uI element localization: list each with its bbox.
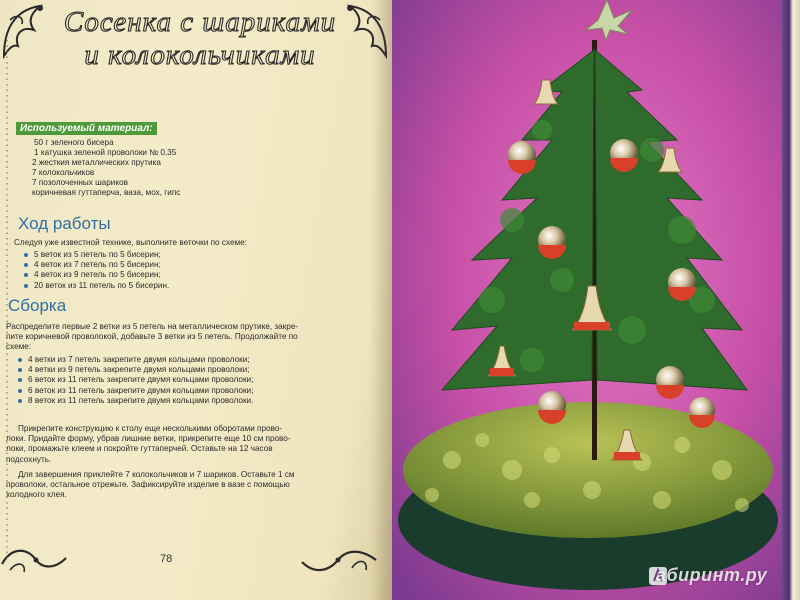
text-line: холодного клея. — [6, 490, 67, 500]
list-item: 20 веток из 11 петель по 5 бисерин. — [22, 281, 169, 291]
section-heading-workflow: Ход работы — [18, 214, 111, 233]
list-item: 2 жесткия металлических прутика — [32, 158, 161, 167]
title-line-2: и колокольчиками — [84, 39, 316, 71]
text-line: схеме: — [6, 342, 32, 352]
text-line: проволоки, остальное отрежьте. Зафиксируйте изделие в вазе с помощью — [6, 480, 290, 490]
page-title — [40, 6, 360, 72]
list-item: 4 ветки из 7 петель закрепите двумя кольцами проволоки; — [16, 355, 253, 365]
list-item: 6 веток из 11 петель закрепите двумя кольцами проволоки; — [16, 386, 253, 396]
list-item: коричневая гуттаперча, ваза, мох, гипс — [32, 188, 181, 197]
section-heading-assembly: Сборка — [8, 296, 67, 315]
assembly-paragraph-1 — [6, 424, 376, 465]
ornament-bottom-left-icon — [0, 540, 70, 580]
list-item: 4 веток из 9 петель по 5 бисерин; — [22, 270, 169, 280]
right-page — [392, 0, 800, 600]
materials-list — [24, 138, 324, 198]
christmas-tree-photo — [392, 0, 784, 600]
left-page — [0, 0, 392, 600]
ornament-bottom-right-icon — [300, 540, 380, 580]
workflow-intro: Следуя уже известной технике, выполните веточки по схеме: — [14, 238, 247, 247]
list-item: 4 ветки из 9 петель закрепите двумя кольцами проволоки; — [16, 365, 253, 375]
text-line: Для завершения приклейте 7 колокольчиков и 7 шариков. Оставьте 1 см — [18, 470, 295, 479]
assembly-intro — [6, 322, 366, 353]
list-item: 7 колокольчиков — [32, 168, 95, 177]
list-item: 50 г зеленого бисера — [34, 138, 114, 147]
list-item: 5 веток из 5 петель по 5 бисерин; — [22, 250, 169, 260]
list-item: 8 веток из 11 петель закрепите двумя кольцами проволоки. — [16, 396, 253, 406]
assembly-paragraph-2 — [6, 470, 376, 501]
list-item: 4 веток из 7 петель по 5 бисерин; — [22, 260, 169, 270]
list-item: 7 позолоченных шариков — [32, 178, 128, 187]
title-line-1: Сосенка с шариками — [63, 6, 337, 38]
text-line: пите коричневой проволокой, добавьте 3 ветки из 5 петель. Продолжайте по — [6, 332, 298, 342]
assembly-bullets — [16, 355, 253, 406]
materials-heading: Используемый материал: — [16, 122, 157, 135]
text-line: Прикрепите конструкцию к столу еще несколькими оборотами прово- — [18, 424, 283, 433]
workflow-bullets — [22, 250, 169, 291]
text-line: Распределите первые 2 ветки из 5 петель на металлическом прутике, закре- — [6, 322, 299, 331]
watermark: абиринт.ру — [656, 565, 768, 585]
list-item: 1 катушка зеленой проволоки № 0,35 — [34, 148, 177, 157]
page-edge — [782, 0, 800, 600]
text-line: подсохнуть. — [6, 454, 52, 464]
text-line: локи. Придайте форму, убрав лишние ветки, прикрепите еще 10 см прово- — [6, 434, 291, 444]
list-item: 6 веток из 11 петель закрепите двумя кольцами проволоки; — [16, 375, 253, 385]
text-line: локи, промажьте клеем и покройте гуттаперчей. Оставьте на 12 часов — [6, 444, 273, 454]
page-number: 78 — [160, 553, 173, 565]
